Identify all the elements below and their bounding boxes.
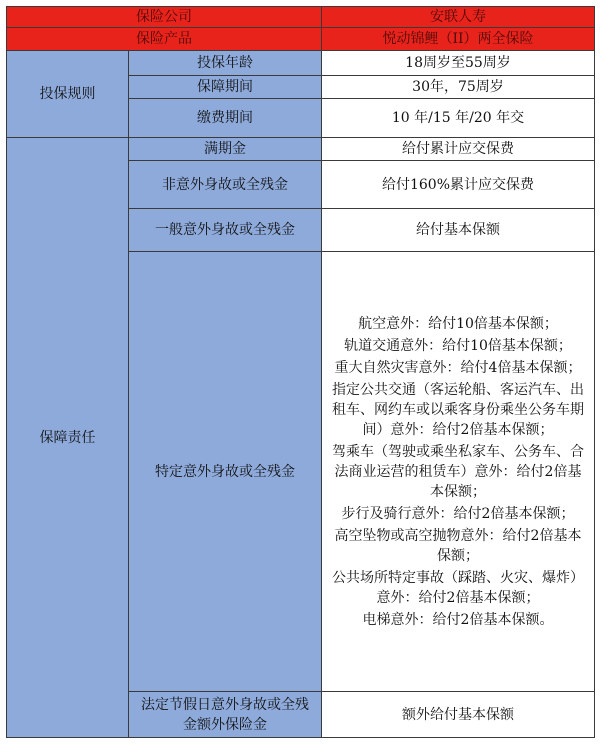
coverage-row-maturity: [7, 138, 595, 161]
list-item: 驾乘车（驾驶或乘坐私家车、公务车、合法商业运营的租赁车）意外：给付2倍基本保额；: [332, 443, 584, 500]
rules-row-age: [7, 51, 595, 76]
coverage-label: 特定意外身故或全残金: [129, 252, 322, 692]
list-item: 高空坠物或高空抛物意外：给付2倍基本保额；: [334, 527, 582, 564]
rules-label: 保障期间: [129, 76, 322, 99]
coverage-value: 给付160%累计应交保费: [322, 161, 595, 209]
coverage-value: 给付累计应交保费: [322, 138, 595, 161]
company-label: 保险公司: [7, 7, 322, 28]
coverage-section-label: 保障责任: [7, 138, 129, 738]
company-value: 安联人寿: [322, 7, 595, 28]
list-item: 电梯意外：给付2倍基本保额。: [362, 611, 554, 628]
coverage-label: 一般意外身故或全残金: [129, 209, 322, 252]
coverage-value: 额外给付基本保额: [322, 692, 595, 738]
rules-value: 18周岁至55周岁: [322, 51, 595, 76]
rules-label: 投保年龄: [129, 51, 322, 76]
coverage-value: 给付基本保额: [322, 209, 595, 252]
specific-accident-list: [322, 252, 595, 692]
coverage-label: 满期金: [129, 138, 322, 161]
rules-label: 缴费期间: [129, 99, 322, 138]
list-item: 航空意外：给付10倍基本保额；: [358, 315, 558, 332]
coverage-label: 非意外身故或全残金: [129, 161, 322, 209]
rules-section-label: 投保规则: [7, 51, 129, 138]
list-item: 步行及骑行意外：给付2倍基本保额；: [341, 505, 575, 522]
insurance-product-table: [6, 6, 595, 738]
rules-value: 10 年/15 年/20 年交: [322, 99, 595, 138]
product-label: 保险产品: [7, 28, 322, 51]
list-item: 重大自然灾害意外：给付4倍基本保额；: [334, 359, 582, 376]
product-row: [7, 28, 595, 51]
company-row: [7, 7, 595, 28]
product-value: 悦动锦鲤（II）两全保险: [322, 28, 595, 51]
list-item: 轨道交通意外：给付10倍基本保额；: [344, 337, 572, 354]
rules-value: 30年，75周岁: [322, 76, 595, 99]
coverage-label: 法定节假日意外身故或全残金额外保险金: [129, 692, 322, 738]
list-item: 指定公共交通（客运轮船、客运汽车、出租车、网约车或以乘客身份乘坐公务车期间）意外：给付2倍基本保额；: [332, 381, 584, 438]
list-item: 公共场所特定事故（踩踏、火灾、爆炸）意外：给付2倍基本保额；: [332, 569, 584, 606]
